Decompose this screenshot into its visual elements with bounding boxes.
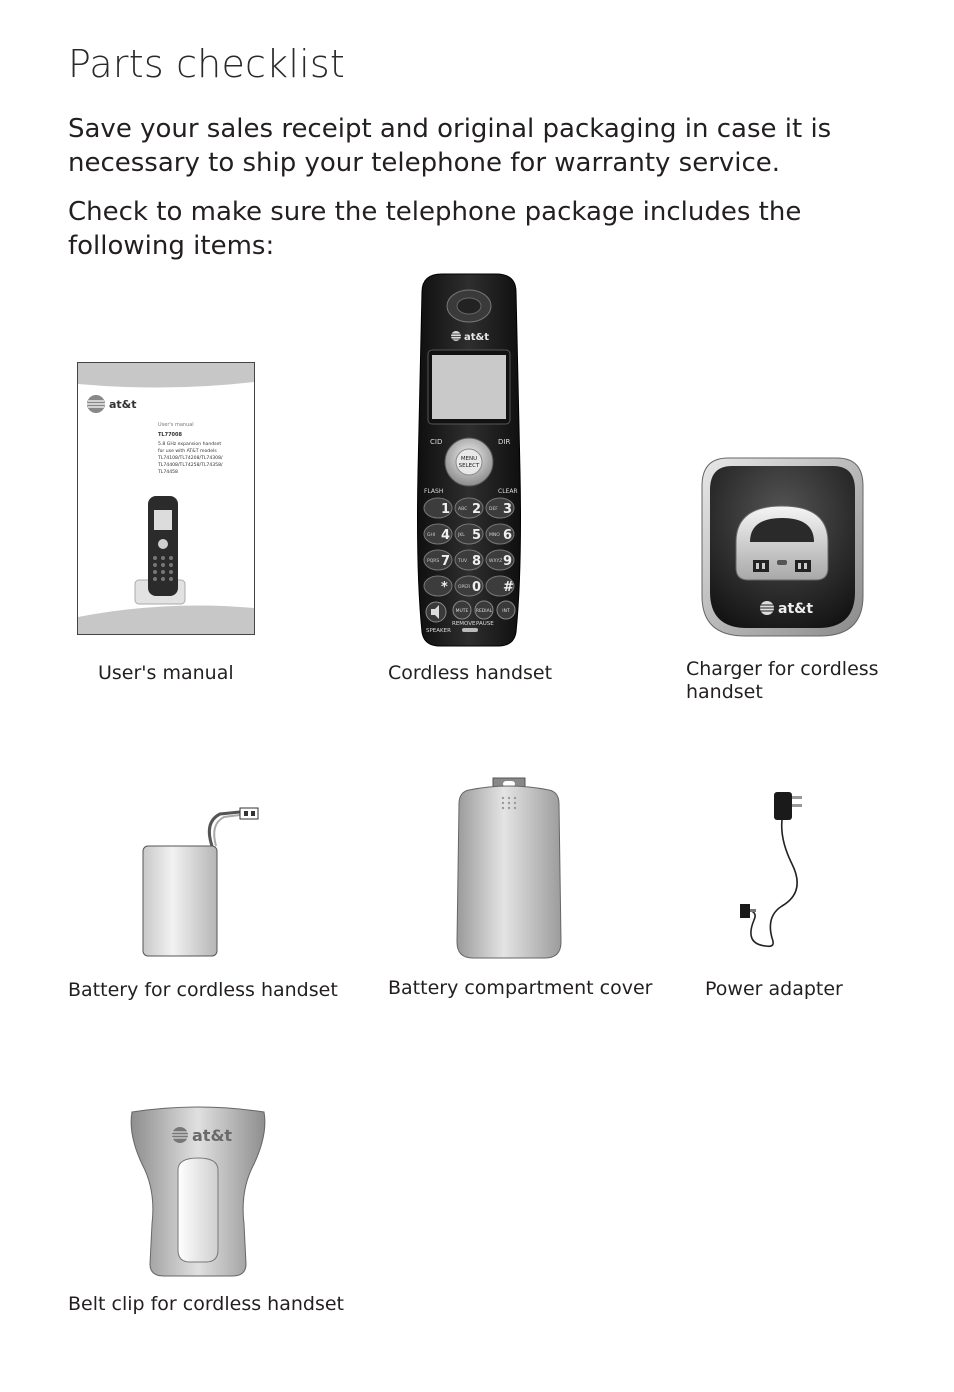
key-digit: 4 — [441, 528, 451, 543]
manual-desc-line: TL74408/TL74258/TL74358/ — [158, 463, 223, 468]
caption-battery: Battery for cordless handset — [68, 979, 338, 1001]
keypad-key — [455, 550, 483, 570]
flash-label: FLASH — [424, 488, 444, 495]
key-digit: 7 — [441, 554, 451, 569]
keypad-key — [424, 576, 452, 596]
dir-label: DIR — [498, 438, 511, 446]
instruction-paragraph: Check to make sure the telephone package includes the following items: — [68, 197, 802, 261]
caption-battery-cover: Battery compartment cover — [388, 977, 653, 999]
att-logo-icon — [172, 1127, 188, 1143]
key-letters: DEF — [489, 507, 498, 512]
caption-charger: Charger for cordless handset — [686, 658, 879, 703]
keypad-key — [455, 498, 483, 518]
pause-label: PAUSE — [476, 621, 494, 627]
keypad-key — [455, 576, 483, 596]
key-digit: 9 — [503, 554, 513, 569]
power-adapter-image — [736, 788, 806, 950]
speaker-label: SPEAKER — [426, 628, 451, 634]
select-label: SELECT — [458, 463, 480, 469]
cordless-handset-image — [412, 272, 526, 648]
function-key-label: INT — [502, 609, 510, 614]
key-digit: 8 — [472, 554, 482, 569]
manual-desc-line: for use with AT&T models — [158, 449, 217, 454]
charger-brand: at&t — [778, 601, 814, 617]
keypad-key — [424, 498, 452, 518]
charger-image — [700, 456, 865, 638]
att-logo-icon — [87, 395, 105, 413]
keypad-key — [424, 550, 452, 570]
caption-power-adapter: Power adapter — [705, 978, 843, 1000]
key-digit: 6 — [503, 528, 513, 543]
key-letters: ABC — [458, 507, 468, 512]
key-digit: 3 — [503, 502, 513, 517]
key-letters: OPER — [458, 585, 471, 590]
belt-clip-image — [128, 1104, 268, 1280]
page-title: Parts checklist — [68, 42, 345, 86]
function-key — [475, 601, 493, 619]
clear-label: CLEAR — [498, 488, 518, 495]
function-key — [497, 601, 515, 619]
key-digit: 2 — [472, 502, 482, 517]
manual-desc-line: TL74458 — [158, 470, 178, 475]
caption-belt-clip: Belt clip for cordless handset — [68, 1293, 345, 1315]
function-key — [453, 601, 471, 619]
intro-paragraph: Save your sales receipt and original packaging in case it is necessary to ship your telephone for warranty service. — [68, 114, 832, 178]
manual-model: TL77008 — [158, 432, 182, 438]
users-manual-image — [77, 362, 255, 635]
menu-label: MENU — [460, 456, 478, 462]
caption-cordless-handset: Cordless handset — [388, 662, 553, 684]
battery-image — [140, 804, 264, 958]
remove-label: REMOVE — [452, 621, 476, 627]
keypad-key — [486, 550, 514, 570]
key-digit: * — [441, 580, 448, 595]
handset-brand: at&t — [464, 332, 490, 343]
key-letters: MNO — [489, 533, 500, 538]
keypad-key — [486, 576, 514, 596]
keypad-key — [486, 498, 514, 518]
belt-clip-brand: at&t — [192, 1126, 233, 1145]
key-letters: GHI — [427, 533, 436, 538]
key-digit: 0 — [472, 580, 482, 595]
key-letters: JKL — [458, 533, 465, 538]
key-digit: # — [503, 580, 514, 595]
cid-label: CID — [430, 438, 443, 446]
function-key-label: REDIAL — [475, 609, 493, 614]
keypad-key — [486, 524, 514, 544]
att-logo-icon — [451, 331, 461, 341]
manual-cover-label: User's manual — [158, 422, 194, 428]
manual-brand: at&t — [109, 398, 137, 411]
key-letters: TUV — [458, 559, 468, 564]
key-letters: WXYZ — [489, 559, 503, 564]
battery-cover-image — [455, 776, 563, 960]
key-digit: 5 — [472, 528, 482, 543]
att-logo-icon — [760, 601, 774, 615]
caption-users-manual: User's manual — [98, 662, 234, 684]
key-digit: 1 — [441, 502, 451, 517]
keypad-key — [424, 524, 452, 544]
function-key-label: MUTE — [455, 609, 469, 614]
manual-desc-line: TL74108/TL74208/TL74308/ — [158, 456, 223, 461]
manual-desc-line: 5.8 GHz expansion handset — [158, 442, 222, 447]
keypad-key — [455, 524, 483, 544]
key-letters: PQRS — [427, 559, 440, 564]
